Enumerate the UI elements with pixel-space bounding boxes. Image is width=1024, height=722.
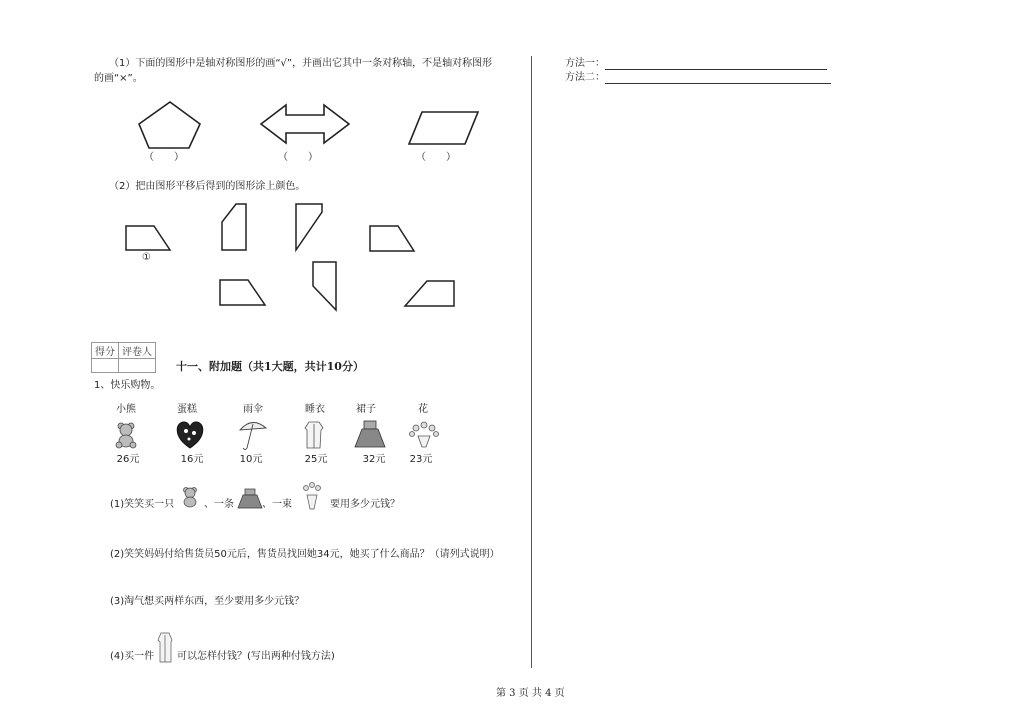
method-1-row[interactable] (565, 58, 827, 70)
teddy-bear-icon (184, 488, 197, 508)
q1-text-line2: 的画“×”。 (94, 73, 143, 84)
page-footer: 第 3 页 共 4 页 (496, 688, 565, 699)
q2-text: （2）把由图形平移后得到的图形涂上颜色。 (109, 181, 306, 192)
question-1-part4: 要用多少元钱？ (330, 499, 400, 510)
item-price-bear: 26元 (116, 454, 140, 465)
question-4-part1: (4)买一件 (110, 651, 155, 662)
section-title: 十一、附加题（共1大题，共计10分） (176, 360, 364, 373)
score-label: 得分 (92, 343, 119, 359)
shape-marker-1: ① (142, 252, 151, 263)
flower-icon (304, 483, 321, 510)
problem-title: 1、快乐购物。 (94, 380, 161, 391)
question-1-part1: (1)笑笑买一只 (110, 499, 175, 510)
question-2: (2)笑笑妈妈付给售货员50元后，售货员找回她34元，她买了什么商品？（请列式说明） (110, 549, 500, 560)
item-price-cake: 16元 (180, 454, 204, 465)
question-1-part3: 、一束 (262, 499, 292, 510)
grader-label: 评卷人 (119, 343, 156, 359)
item-price-flower: 23元 (409, 454, 433, 465)
item-price-skirt: 32元 (362, 454, 386, 465)
question-4-part2: 可以怎样付钱？(写出两种付钱方法) (177, 651, 335, 662)
item-name-umbrella: 雨伞 (243, 404, 263, 415)
item-price-pajamas: 25元 (304, 454, 328, 465)
method-1-label: 方法一： (565, 58, 605, 69)
question-3: (3)淘气想买两样东西，至少要用多少元钱？ (110, 596, 305, 607)
item-name-skirt: 裙子 (356, 404, 376, 415)
method-2-label: 方法二： (565, 72, 605, 83)
answer-paren-1[interactable]: （ ） (144, 152, 184, 163)
item-name-bear: 小熊 (116, 404, 136, 415)
item-name-cake: 蛋糕 (177, 404, 197, 415)
item-price-umbrella: 10元 (239, 454, 263, 465)
question-1-part2: 、一条 (204, 499, 234, 510)
method-1-blank[interactable] (605, 59, 827, 70)
column-divider (531, 56, 532, 668)
method-2-row[interactable] (565, 72, 831, 84)
answer-paren-3[interactable]: （ ） (416, 152, 456, 163)
q1-text-line1: （1）下面的图形中是轴对称图形的画“√”，并画出它其中一条对称轴，不是轴对称图形 (109, 58, 493, 69)
method-2-blank[interactable] (605, 73, 831, 84)
item-name-flower: 花 (418, 404, 428, 415)
pajamas-icon (158, 633, 172, 662)
skirt-icon (238, 489, 262, 508)
answer-paren-2[interactable]: （ ） (278, 152, 318, 163)
item-name-pajamas: 睡衣 (305, 404, 325, 415)
